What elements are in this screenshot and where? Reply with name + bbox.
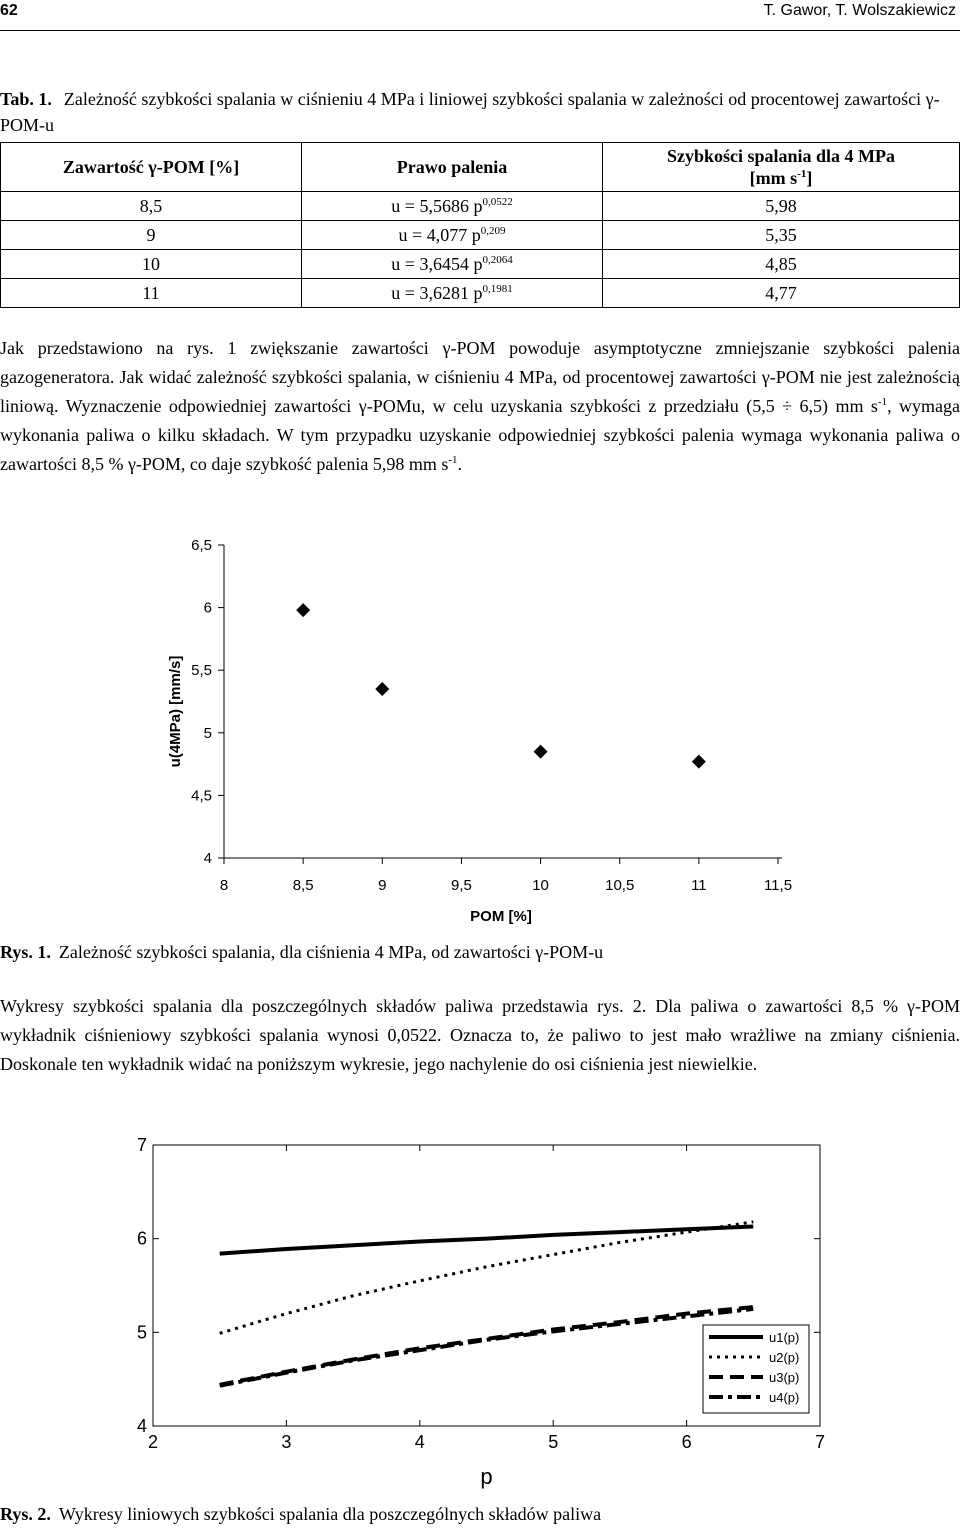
x-tick-label: 8 <box>219 877 229 894</box>
x-tick-label: 2 <box>147 1432 159 1452</box>
cell-content: 10 <box>1 250 302 279</box>
y-tick-label: 4 <box>136 1416 147 1436</box>
cell-speed: 5,98 <box>603 192 960 221</box>
cell-content: 11 <box>1 279 302 308</box>
y-tick-label: 5,5 <box>191 662 212 680</box>
table-header-law: Prawo palenia <box>302 143 603 192</box>
legend-label: u2(p) <box>769 1350 800 1365</box>
x-tick-label: 7 <box>814 1432 826 1452</box>
paragraph-1 <box>0 334 960 479</box>
cell-speed: 4,85 <box>603 250 960 279</box>
law-formula: u = 3,6281 p <box>391 282 483 303</box>
x-tick-label: 11 <box>691 877 707 894</box>
paragraph-1-part-c: . <box>457 454 463 474</box>
series-line-u1p <box>220 1226 754 1253</box>
x-axis-title: p <box>480 1464 493 1489</box>
table-header-speed-unit: [mm s <box>749 168 798 188</box>
table-caption-text: Zależność szybkości spalania w ciśnieniu 4 MPa i liniowej szybkości spalania w zależności od procentowej zawartości γ-POM-u <box>0 89 940 135</box>
y-tick-label: 7 <box>136 1135 147 1155</box>
table-body <box>1 192 960 308</box>
table-row <box>1 192 960 221</box>
running-header-authors: T. Gawor, T. Wolszakiewicz <box>763 2 956 19</box>
header-rule <box>0 30 960 31</box>
law-exponent: 0,209 <box>480 224 506 237</box>
y-tick-label: 5 <box>203 724 212 742</box>
cell-law <box>302 279 603 308</box>
data-point-diamond <box>296 603 310 617</box>
x-tick-label: 11,5 <box>763 877 793 894</box>
legend-label: u3(p) <box>769 1370 800 1385</box>
x-tick-label: 3 <box>281 1432 292 1452</box>
table-row <box>1 279 960 308</box>
x-tick-label: 5 <box>548 1432 559 1452</box>
figure-1-caption-text: Zależność szybkości spalania, dla ciśnienia 4 MPa, od zawartości γ-POM-u <box>58 942 604 962</box>
legend-label: u1(p) <box>769 1330 800 1345</box>
cell-law <box>302 192 603 221</box>
y-tick-label: 6 <box>136 1228 147 1249</box>
paragraph-1-sup-1: -1 <box>877 396 888 408</box>
y-tick-label: 6 <box>203 599 212 617</box>
figure-1-caption <box>0 942 603 963</box>
data-point-diamond <box>375 682 389 696</box>
x-tick-label: 9 <box>378 877 387 894</box>
law-formula: u = 3,6454 p <box>391 253 483 274</box>
y-tick-label: 4,5 <box>191 787 212 805</box>
data-point-diamond <box>692 755 706 769</box>
table-header-speed-bracket: ] <box>806 168 813 188</box>
table-label: Tab. 1. <box>0 89 52 109</box>
x-axis-title: POM [%] <box>470 908 532 925</box>
y-axis-title: u(4MPa) [mm/s] <box>167 655 184 768</box>
x-tick-label: 10,5 <box>605 877 635 894</box>
y-tick-label: 6,5 <box>191 537 212 554</box>
x-tick-label: 6 <box>681 1432 692 1452</box>
legend-label: u4(p) <box>769 1390 800 1405</box>
law-exponent: 0,1981 <box>482 282 513 295</box>
table-row <box>1 250 960 279</box>
figure-2-caption <box>0 1504 601 1525</box>
figure-2-caption-text: Wykresy liniowych szybkości spalania dla poszczególnych składów paliwa <box>58 1504 602 1524</box>
cell-content: 8,5 <box>1 192 302 221</box>
cell-law <box>302 221 603 250</box>
table-header-speed-line1: Szybkości spalania dla 4 MPa <box>666 146 896 166</box>
table-row <box>1 221 960 250</box>
law-formula: u = 4,077 p <box>398 224 481 245</box>
cell-content: 9 <box>1 221 302 250</box>
paragraph-1-part-b: , wymaga wykonania paliwa o kilku składach. W tym przypadku uzyskanie odpowiedniej szybkości palenia wymaga wykonania paliwa o zawartości 8,5 % γ-POM, co daje szybkość palenia 5,98 mm s <box>0 396 960 474</box>
table-header-speed-exp: -1 <box>797 168 807 180</box>
cell-speed: 4,77 <box>603 279 960 308</box>
x-tick-label: 8,5 <box>292 877 314 894</box>
law-exponent: 0,0522 <box>482 195 513 208</box>
law-formula: u = 5,5686 p <box>391 195 483 216</box>
page-number: 62 <box>0 2 18 19</box>
law-exponent: 0,2064 <box>482 253 513 266</box>
paragraph-1-part-a: Jak przedstawiono na rys. 1 zwiększanie zawartości γ-POM powoduje asymptotyczne zmniejszanie szybkości palenia gazogeneratora. Jak widać zależność szybkości spalania, w ciśnieniu 4 MPa, od procentowej zawartości γ-POM nie jest zależnością liniową. Wyznaczenie odpowiedniej zawartości γ-POMu, w celu uzyskania szybkości z przedziału (5,5 ÷ 6,5) mm s <box>0 338 960 416</box>
y-tick-label: 5 <box>136 1322 147 1343</box>
paragraph-1-sup-2: -1 <box>448 454 458 466</box>
figure-2-line-chart <box>0 1128 960 1498</box>
table-header-content: Zawartość γ-POM [%] <box>1 143 302 192</box>
y-tick-label: 4 <box>203 850 212 867</box>
data-point-diamond <box>534 745 548 759</box>
x-tick-label: 10 <box>532 877 549 894</box>
cell-speed: 5,35 <box>603 221 960 250</box>
burn-rate-table <box>0 142 960 308</box>
figure-2-label: Rys. 2. <box>0 1504 51 1524</box>
x-tick-label: 4 <box>414 1432 425 1452</box>
x-tick-label: 9,5 <box>450 877 472 894</box>
table-caption <box>0 86 960 138</box>
paragraph-2: Wykresy szybkości spalania dla poszczególnych składów paliwa przedstawia rys. 2. Dla paliwa o zawartości 8,5 % γ-POM wykładnik ciśnieniowy szybkości spalania wynosi 0,0522. Oznacza to, że paliwo to jest mało wrażliwe na zmiany ciśnienia. Doskonale ten wykładnik widać na poniższym wykresie, jego nachylenie do osi ciśnienia jest niewielkie. <box>0 996 960 1074</box>
cell-law <box>302 250 603 279</box>
series-line-u4p <box>220 1309 754 1386</box>
figure-1-scatter-chart <box>0 525 960 930</box>
figure-1-label: Rys. 1. <box>0 942 51 962</box>
table-header-speed <box>603 143 960 192</box>
